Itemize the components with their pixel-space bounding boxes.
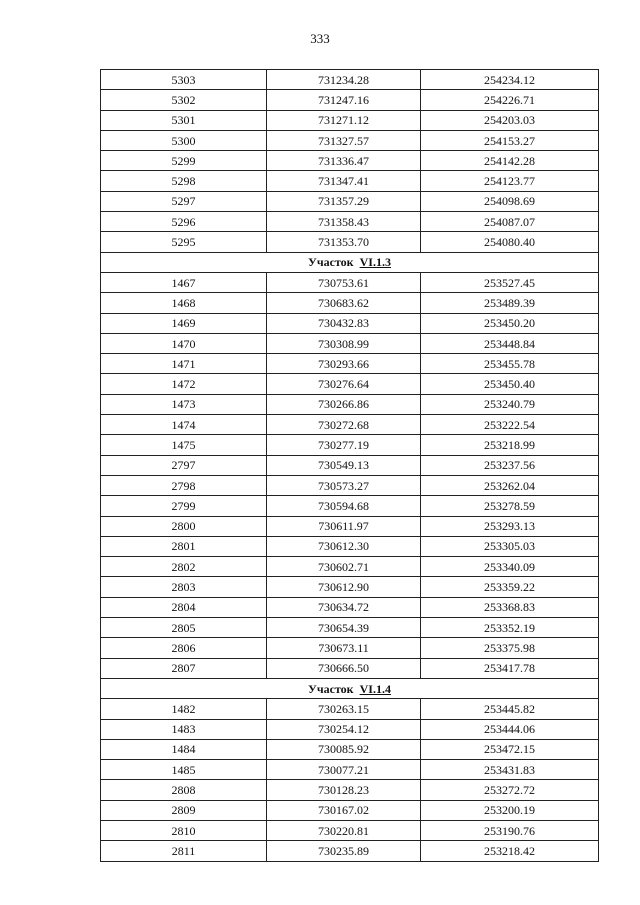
- table-row: [101, 110, 599, 130]
- section-header-cell: [101, 252, 599, 272]
- y-coordinate-cell: 253352.19: [421, 618, 599, 638]
- y-coordinate-cell: 253262.04: [421, 475, 599, 495]
- x-coordinate-cell: 730272.68: [267, 415, 421, 435]
- y-coordinate-cell: 253450.40: [421, 374, 599, 394]
- y-coordinate-cell: 254087.07: [421, 212, 599, 232]
- table-row: [101, 171, 599, 191]
- point-number-cell: 1471: [101, 354, 267, 374]
- table-row: [101, 658, 599, 678]
- y-coordinate-cell: 253340.09: [421, 557, 599, 577]
- x-coordinate-cell: 730277.19: [267, 435, 421, 455]
- y-coordinate-cell: 253445.82: [421, 699, 599, 719]
- x-coordinate-cell: 730276.64: [267, 374, 421, 394]
- y-coordinate-cell: 253368.83: [421, 597, 599, 617]
- x-coordinate-cell: 730077.21: [267, 760, 421, 780]
- point-number-cell: 1467: [101, 272, 267, 292]
- table-row: [101, 699, 599, 719]
- y-coordinate-cell: 253472.15: [421, 739, 599, 759]
- x-coordinate-cell: 730254.12: [267, 719, 421, 739]
- point-number-cell: 1484: [101, 739, 267, 759]
- table-row: [101, 272, 599, 292]
- table-row: [101, 212, 599, 232]
- x-coordinate-cell: 730612.90: [267, 577, 421, 597]
- table-row: [101, 90, 599, 110]
- y-coordinate-cell: 253455.78: [421, 354, 599, 374]
- x-coordinate-cell: 730573.27: [267, 475, 421, 495]
- y-coordinate-cell: 254142.28: [421, 151, 599, 171]
- y-coordinate-cell: 253448.84: [421, 333, 599, 353]
- table-row: [101, 415, 599, 435]
- x-coordinate-cell: 730753.61: [267, 272, 421, 292]
- point-number-cell: 2799: [101, 496, 267, 516]
- x-coordinate-cell: 730612.30: [267, 536, 421, 556]
- point-number-cell: 1475: [101, 435, 267, 455]
- y-coordinate-cell: 253272.72: [421, 780, 599, 800]
- point-number-cell: 2801: [101, 536, 267, 556]
- y-coordinate-cell: 253240.79: [421, 394, 599, 414]
- x-coordinate-cell: 731336.47: [267, 151, 421, 171]
- point-number-cell: 5301: [101, 110, 267, 130]
- point-number-cell: 5302: [101, 90, 267, 110]
- x-coordinate-cell: 730549.13: [267, 455, 421, 475]
- table-row: [101, 841, 599, 861]
- x-coordinate-cell: 730602.71: [267, 557, 421, 577]
- x-coordinate-cell: 731271.12: [267, 110, 421, 130]
- x-coordinate-cell: 730611.97: [267, 516, 421, 536]
- point-number-cell: 2811: [101, 841, 267, 861]
- table-row: [101, 475, 599, 495]
- x-coordinate-cell: 730085.92: [267, 739, 421, 759]
- point-number-cell: 2800: [101, 516, 267, 536]
- point-number-cell: 2808: [101, 780, 267, 800]
- point-number-cell: 5295: [101, 232, 267, 252]
- point-number-cell: 2807: [101, 658, 267, 678]
- x-coordinate-cell: 731353.70: [267, 232, 421, 252]
- point-number-cell: 2805: [101, 618, 267, 638]
- table-row: [101, 435, 599, 455]
- table-row: [101, 455, 599, 475]
- table-row: [101, 618, 599, 638]
- section-header-row: [101, 678, 599, 698]
- point-number-cell: 5299: [101, 151, 267, 171]
- x-coordinate-cell: 730263.15: [267, 699, 421, 719]
- table-row: [101, 739, 599, 759]
- x-coordinate-cell: 731234.28: [267, 70, 421, 90]
- point-number-cell: 5300: [101, 130, 267, 150]
- y-coordinate-cell: 253444.06: [421, 719, 599, 739]
- point-number-cell: 5297: [101, 191, 267, 211]
- y-coordinate-cell: 253218.99: [421, 435, 599, 455]
- table-row: [101, 820, 599, 840]
- x-coordinate-cell: 730634.72: [267, 597, 421, 617]
- table-row: [101, 313, 599, 333]
- y-coordinate-cell: 253190.76: [421, 820, 599, 840]
- x-coordinate-cell: 731357.29: [267, 191, 421, 211]
- point-number-cell: 2798: [101, 475, 267, 495]
- y-coordinate-cell: 253431.83: [421, 760, 599, 780]
- table-row: [101, 394, 599, 414]
- table-row: [101, 70, 599, 90]
- table-row: [101, 293, 599, 313]
- y-coordinate-cell: 253237.56: [421, 455, 599, 475]
- table-row: [101, 760, 599, 780]
- x-coordinate-cell: 730266.86: [267, 394, 421, 414]
- coordinates-table: [100, 69, 599, 862]
- x-coordinate-cell: 730594.68: [267, 496, 421, 516]
- point-number-cell: 2797: [101, 455, 267, 475]
- point-number-cell: 1485: [101, 760, 267, 780]
- page-number: 333: [310, 31, 330, 46]
- table-row: [101, 232, 599, 252]
- point-number-cell: 1470: [101, 333, 267, 353]
- y-coordinate-cell: 253222.54: [421, 415, 599, 435]
- y-coordinate-cell: 254203.03: [421, 110, 599, 130]
- section-header-row: [101, 252, 599, 272]
- x-coordinate-cell: 731247.16: [267, 90, 421, 110]
- x-coordinate-cell: 730293.66: [267, 354, 421, 374]
- table-row: [101, 577, 599, 597]
- section-title: Участок: [308, 681, 354, 696]
- point-number-cell: 1469: [101, 313, 267, 333]
- table-row: [101, 536, 599, 556]
- y-coordinate-cell: 254080.40: [421, 232, 599, 252]
- point-number-cell: 2802: [101, 557, 267, 577]
- y-coordinate-cell: 254123.77: [421, 171, 599, 191]
- y-coordinate-cell: 253200.19: [421, 800, 599, 820]
- table-row: [101, 130, 599, 150]
- point-number-cell: 1474: [101, 415, 267, 435]
- x-coordinate-cell: 730220.81: [267, 820, 421, 840]
- section-code: VI.1.3: [359, 255, 391, 270]
- table-row: [101, 496, 599, 516]
- y-coordinate-cell: 253293.13: [421, 516, 599, 536]
- y-coordinate-cell: 254234.12: [421, 70, 599, 90]
- table-row: [101, 354, 599, 374]
- table-row: [101, 374, 599, 394]
- point-number-cell: 1473: [101, 394, 267, 414]
- table-row: [101, 719, 599, 739]
- table-row: [101, 333, 599, 353]
- table-row: [101, 516, 599, 536]
- x-coordinate-cell: 730235.89: [267, 841, 421, 861]
- point-number-cell: 2803: [101, 577, 267, 597]
- point-number-cell: 5296: [101, 212, 267, 232]
- point-number-cell: 1483: [101, 719, 267, 739]
- point-number-cell: 1472: [101, 374, 267, 394]
- y-coordinate-cell: 253417.78: [421, 658, 599, 678]
- x-coordinate-cell: 731347.41: [267, 171, 421, 191]
- y-coordinate-cell: 254153.27: [421, 130, 599, 150]
- x-coordinate-cell: 730673.11: [267, 638, 421, 658]
- x-coordinate-cell: 730654.39: [267, 618, 421, 638]
- y-coordinate-cell: 254098.69: [421, 191, 599, 211]
- x-coordinate-cell: 731327.57: [267, 130, 421, 150]
- point-number-cell: 2809: [101, 800, 267, 820]
- table-row: [101, 638, 599, 658]
- y-coordinate-cell: 254226.71: [421, 90, 599, 110]
- y-coordinate-cell: 253450.20: [421, 313, 599, 333]
- point-number-cell: 1468: [101, 293, 267, 313]
- x-coordinate-cell: 730128.23: [267, 780, 421, 800]
- table-row: [101, 597, 599, 617]
- section-title: Участок: [308, 255, 354, 270]
- y-coordinate-cell: 253305.03: [421, 536, 599, 556]
- point-number-cell: 2806: [101, 638, 267, 658]
- table-row: [101, 557, 599, 577]
- x-coordinate-cell: 730683.62: [267, 293, 421, 313]
- x-coordinate-cell: 730432.83: [267, 313, 421, 333]
- point-number-cell: 5303: [101, 70, 267, 90]
- y-coordinate-cell: 253375.98: [421, 638, 599, 658]
- coordinates-table-body: [101, 70, 599, 862]
- y-coordinate-cell: 253359.22: [421, 577, 599, 597]
- x-coordinate-cell: 730666.50: [267, 658, 421, 678]
- point-number-cell: 2810: [101, 820, 267, 840]
- y-coordinate-cell: 253489.39: [421, 293, 599, 313]
- table-row: [101, 780, 599, 800]
- point-number-cell: 5298: [101, 171, 267, 191]
- x-coordinate-cell: 730167.02: [267, 800, 421, 820]
- y-coordinate-cell: 253527.45: [421, 272, 599, 292]
- y-coordinate-cell: 253278.59: [421, 496, 599, 516]
- table-row: [101, 800, 599, 820]
- x-coordinate-cell: 730308.99: [267, 333, 421, 353]
- x-coordinate-cell: 731358.43: [267, 212, 421, 232]
- y-coordinate-cell: 253218.42: [421, 841, 599, 861]
- section-header-cell: [101, 678, 599, 698]
- table-row: [101, 151, 599, 171]
- section-code: VI.1.4: [359, 681, 391, 696]
- table-row: [101, 191, 599, 211]
- point-number-cell: 1482: [101, 699, 267, 719]
- point-number-cell: 2804: [101, 597, 267, 617]
